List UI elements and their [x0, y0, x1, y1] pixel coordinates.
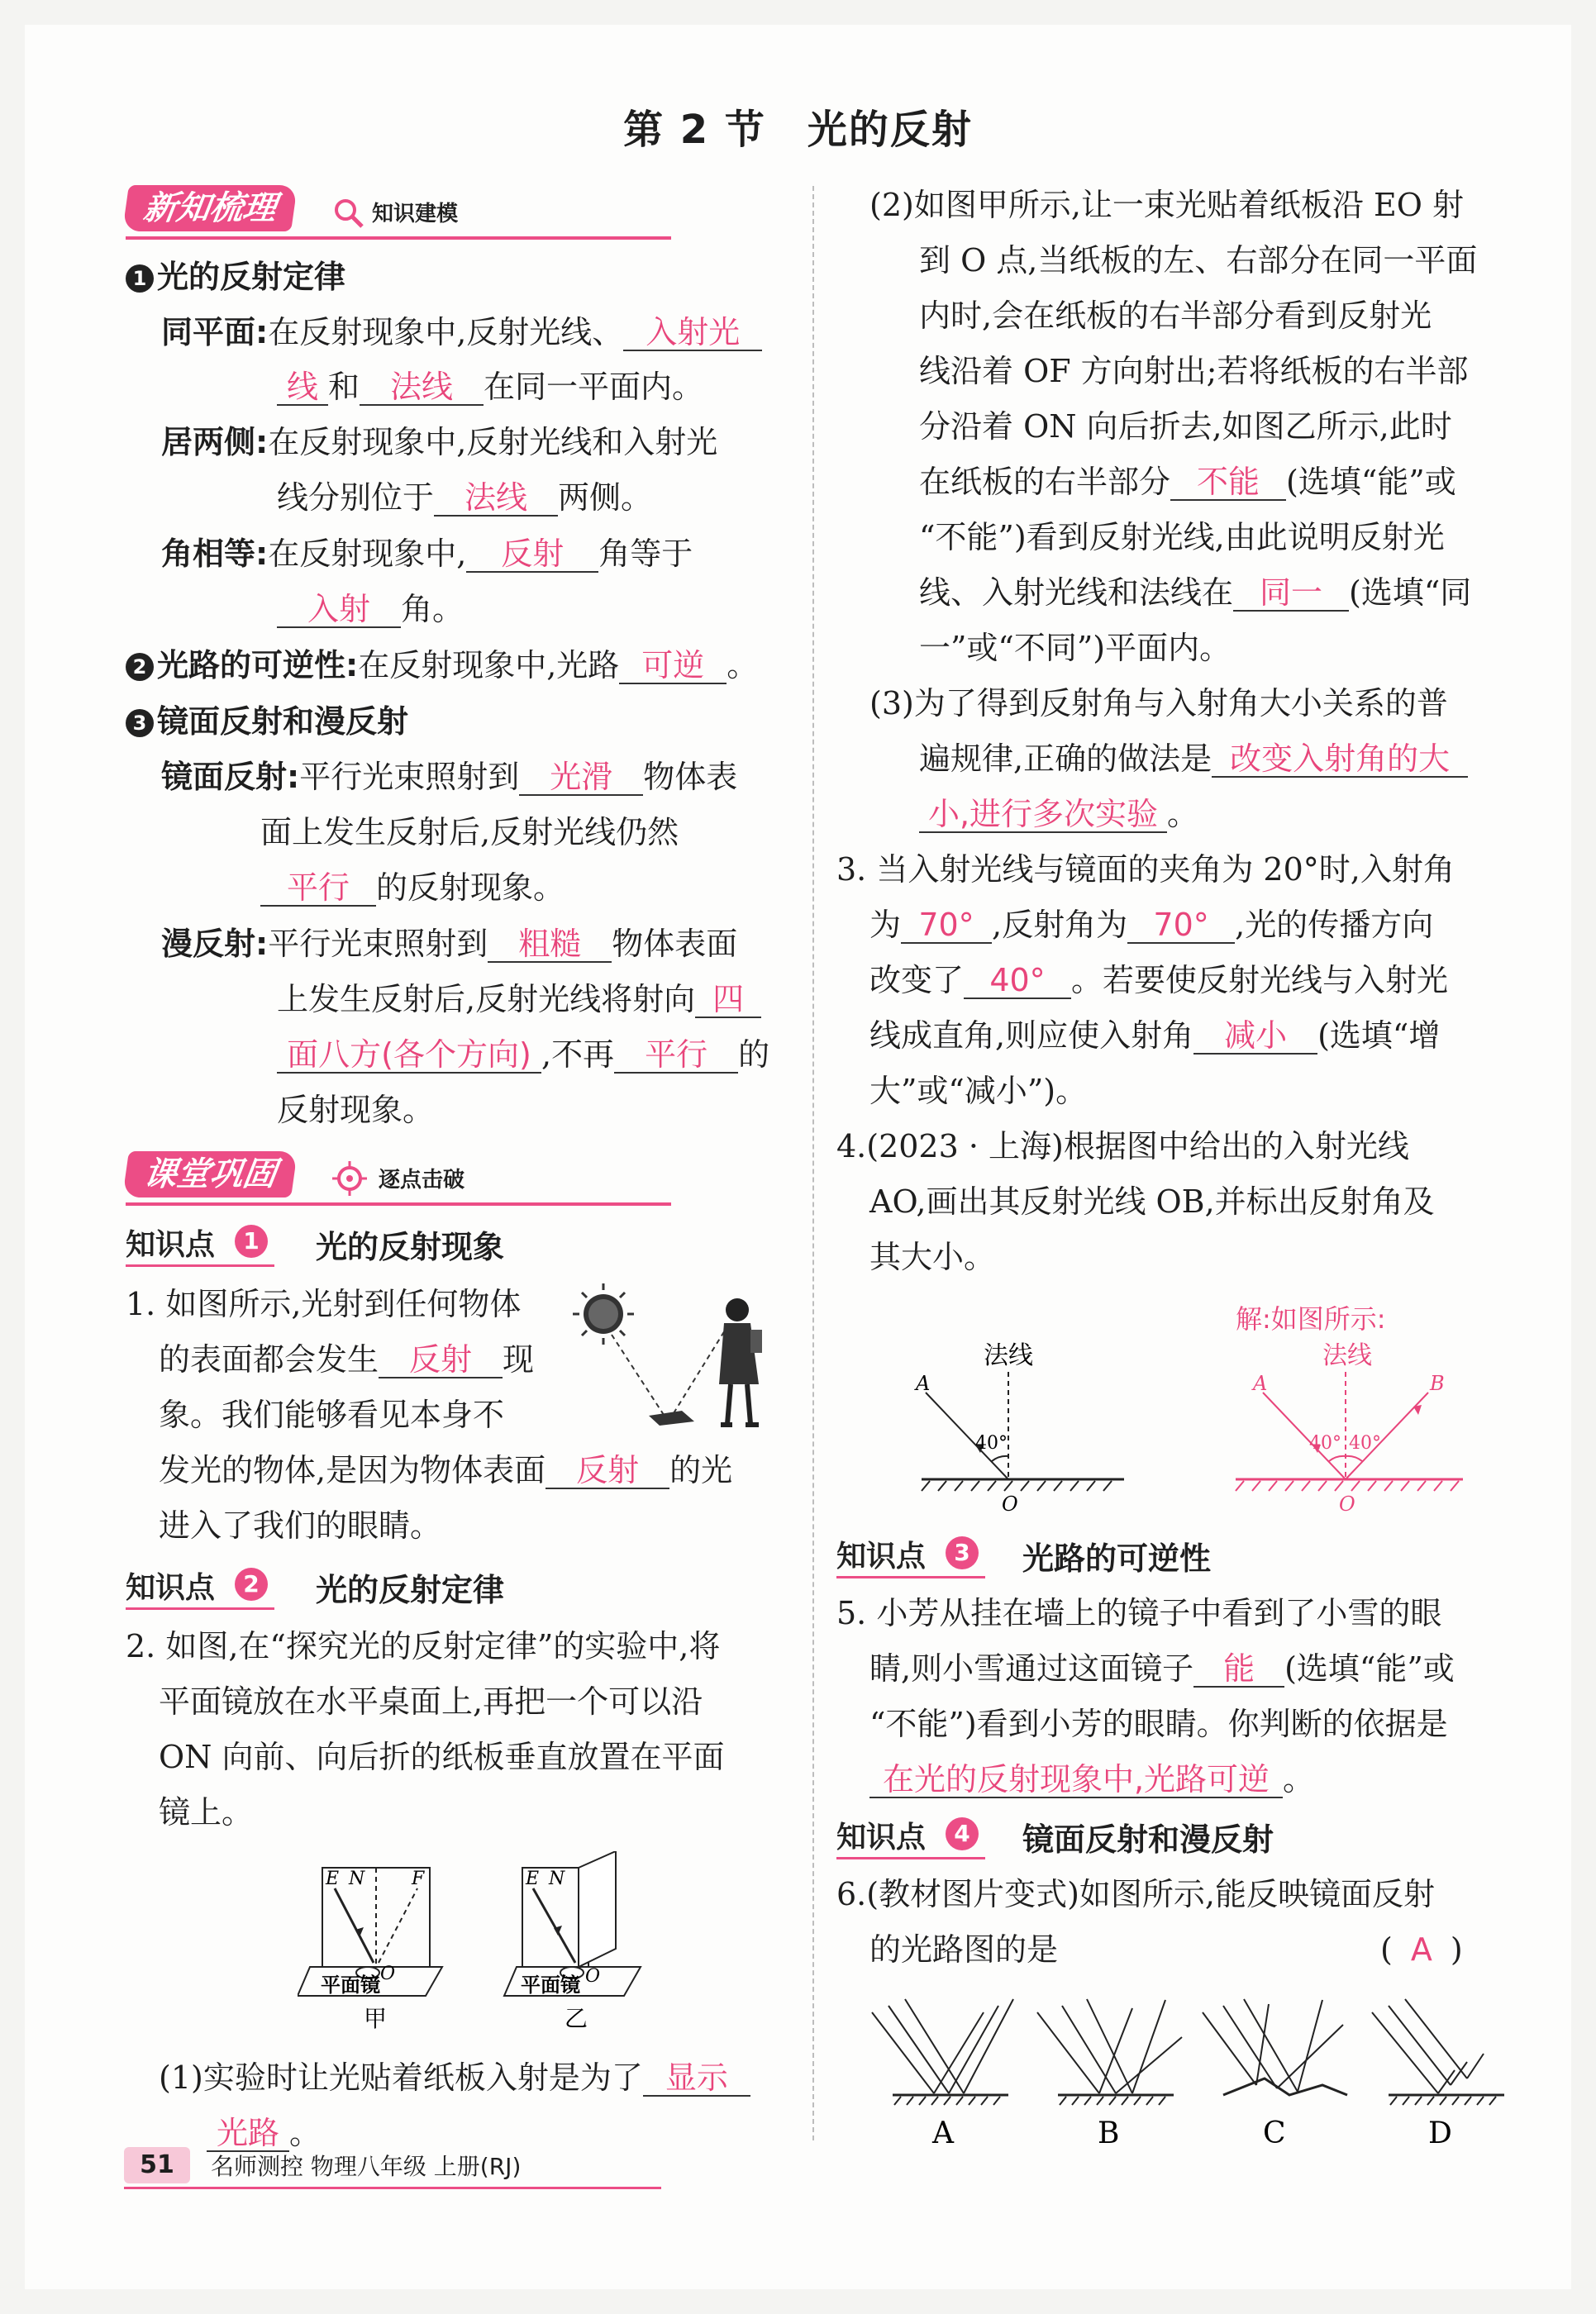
- two-sides-line1: 居两侧:在反射现象中,反射光线和入射光: [161, 424, 718, 460]
- q1-line2: 的表面都会发生 反射 现: [159, 1341, 535, 1378]
- answer-blank: 减小: [1193, 1018, 1317, 1055]
- q2-sub2-line5: 分沿着 ON 向后折去,如图乙所示,此时: [919, 408, 1452, 445]
- q4-solution-label: 解:如图所示:: [1236, 1303, 1386, 1335]
- svg-text:N: N: [549, 1869, 565, 1889]
- q6-line1: 6.(教材图片变式)如图所示,能反映镜面反射: [836, 1876, 1435, 1912]
- q2-line1: 2. 如图,在“探究光的反射定律”的实验中,将: [126, 1628, 721, 1664]
- answer-blank: 入射光: [623, 315, 762, 351]
- q5-line2: 睛,则小雪通过这面镜子 能 (选填“能”或: [869, 1650, 1455, 1687]
- q2-figures: [298, 1851, 793, 2033]
- q2-line4: 镜上。: [159, 1794, 254, 1831]
- knowledge-point-4: 知识点 4 镜面反射和漫反射: [836, 1814, 1332, 1860]
- q2-sub1-line2: 光路 。: [207, 2108, 321, 2158]
- q1-illustration: [562, 1277, 793, 1442]
- q4-line1: 4.(2023 · 上海)根据图中给出的入射光线: [836, 1128, 1409, 1164]
- q2-sub2-line6: 在纸板的右半部分 不能 (选填“能”或: [919, 464, 1456, 500]
- banner-sub: 知识建模: [372, 202, 459, 226]
- q2-sub3-line2: 遍规律,正确的做法是 改变入射角的大: [919, 734, 1468, 783]
- answer-blank: 法线: [434, 480, 558, 517]
- svg-text:O: O: [585, 1966, 601, 1987]
- option-label: A: [932, 2116, 954, 2150]
- q3-line2: 为 70° ,反射角为 70° ,光的传播方向: [869, 907, 1434, 943]
- magnifier-icon: [332, 197, 365, 230]
- q5-line3: “不能”)看到小芳的眼睛。你判断的依据是: [869, 1706, 1448, 1742]
- answer-blank: 70°: [1127, 907, 1235, 944]
- svg-text:O: O: [1002, 1493, 1018, 1516]
- q2-line2: 平面镜放在水平桌面上,再把一个可以沿: [159, 1683, 703, 1720]
- answer-blank: 40°: [964, 963, 1071, 999]
- answer-blank: 粗糙: [488, 926, 612, 963]
- q2-sub2-line9: 一”或“不同”)平面内。: [919, 630, 1232, 666]
- option-label: B: [1098, 2116, 1120, 2150]
- figure-yi: [504, 1851, 641, 2032]
- q2-sub2-line3: 内时,会在纸板的右半部分看到反射光: [919, 298, 1432, 334]
- svg-text:E: E: [326, 1869, 340, 1889]
- svg-text:B: B: [1430, 1372, 1445, 1395]
- svg-text:甲: 甲: [364, 2005, 388, 2032]
- q1-line5: 进入了我们的眼睛。: [159, 1507, 442, 1544]
- q1-line4: 发光的物体,是因为物体表面 反射 的光: [159, 1452, 733, 1488]
- q2-sub2-line4: 线沿着 OF 方向射出;若将纸板的右半部: [919, 353, 1469, 389]
- answer-blank: 平行: [614, 1037, 738, 1074]
- svg-text:40°: 40°: [1309, 1433, 1341, 1454]
- q6-answer: A: [1410, 1931, 1432, 1968]
- q1-line3: 象。我们能够看见本身不: [159, 1397, 505, 1433]
- svg-text:40°: 40°: [975, 1433, 1008, 1454]
- target-icon: [332, 1161, 367, 1196]
- q6-line2: 的光路图的是: [869, 1931, 1059, 1968]
- two-sides-line2: 线分别位于 法线 两侧。: [277, 479, 653, 516]
- option-d-diagram: [1372, 1999, 1504, 2105]
- q2-sub3-line3: 小,进行多次实验 。: [919, 789, 1198, 839]
- q2-sub2-line2: 到 O 点,当纸板的左、右部分在同一平面: [919, 242, 1478, 279]
- sec1-heading-3: 3 镜面反射和漫反射: [126, 697, 408, 746]
- angles-line2: 入射 角。: [277, 584, 464, 634]
- answer-blank: 不能: [1170, 464, 1286, 501]
- diffuse-line4: 反射现象。: [277, 1092, 435, 1128]
- same-plane-line1: 同平面:在反射现象中,反射光线、 入射光: [161, 307, 762, 357]
- q5-line4: 在光的反射现象中,光路可逆 。: [869, 1755, 1314, 1804]
- sec1-heading-2: 2 光路的可逆性:在反射现象中,光路 可逆 。: [126, 640, 758, 690]
- page-number: 51: [124, 2147, 190, 2183]
- q3-line4: 线成直角,则应使入射角 减小 (选填“增: [869, 1017, 1441, 1054]
- banner-tag: 新知梳理: [122, 185, 298, 231]
- sun-icon: [573, 1283, 634, 1345]
- svg-text:平面镜: 平面镜: [521, 1973, 580, 1997]
- specular-line3: 平行 的反射现象。: [260, 863, 565, 912]
- svg-text:法线: 法线: [1322, 1341, 1372, 1370]
- banner-tag: 课堂巩固: [122, 1151, 298, 1197]
- book-icon: [649, 1411, 694, 1426]
- svg-text:F: F: [412, 1869, 425, 1889]
- q1-line1: 1. 如图所示,光射到任何物体: [126, 1286, 522, 1322]
- q3-line3: 改变了 40° 。若要使反射光线与入射光: [869, 962, 1449, 998]
- svg-text:E: E: [526, 1869, 540, 1889]
- diffuse-line3: 面八方(各个方向) ,不再 平行 的: [277, 1030, 769, 1079]
- knowledge-point-2: 知识点 2 光的反射定律: [126, 1564, 539, 1611]
- knowledge-point-3: 知识点 3 光路的可逆性: [836, 1533, 1299, 1579]
- answer-blank: 反射: [379, 1342, 503, 1378]
- q2-sub2-line1: (2)如图甲所示,让一束光贴着纸板沿 EO 射: [869, 187, 1464, 223]
- answer-blank: 可逆: [619, 648, 727, 684]
- answer-blank: 显示: [643, 2060, 750, 2097]
- answer-blank: 光路: [207, 2116, 289, 2152]
- answer-blank: 光滑: [519, 759, 643, 796]
- svg-text:A: A: [1253, 1372, 1268, 1395]
- svg-text:N: N: [349, 1869, 365, 1889]
- q5-line1: 5. 小芳从挂在墙上的镜子中看到了小雪的眼: [836, 1595, 1442, 1631]
- answer-blank: 在光的反射现象中,光路可逆: [869, 1762, 1283, 1798]
- q4-line3: 其大小。: [869, 1239, 996, 1275]
- q4-solution-figure: [1236, 1341, 1463, 1516]
- figure-jia: [298, 1868, 442, 2032]
- answer-blank: 能: [1193, 1651, 1284, 1688]
- answer-blank: 反射: [545, 1453, 669, 1489]
- svg-text:乙: 乙: [565, 2005, 588, 2032]
- footer-text: 名师测控 物理八年级 上册(RJ): [211, 2153, 522, 2180]
- q2-line3: ON 向前、向后折的纸板垂直放置在平面: [159, 1739, 725, 1775]
- answer-blank: 反射: [466, 536, 598, 573]
- answer-blank: 70°: [901, 907, 992, 944]
- banner-sub: 逐点击破: [379, 1168, 465, 1193]
- specular-line2: 面上发生反射后,反射光线仍然: [260, 814, 679, 850]
- answer-blank: 小,进行多次实验: [919, 797, 1167, 833]
- q6-options: [860, 1988, 1521, 2153]
- svg-text:平面镜: 平面镜: [321, 1973, 380, 1997]
- q2-sub2-line8: 线、入射光线和法线在 同一 (选填“同: [919, 574, 1472, 611]
- answer-blank: 四: [695, 982, 761, 1018]
- page-title: 第 2 节 光的反射: [623, 107, 973, 153]
- banner-new-knowledge: [126, 185, 671, 238]
- option-label: D: [1428, 2116, 1452, 2150]
- q4-given-figure: [914, 1341, 1124, 1516]
- q2-sub2-line7: “不能”)看到反射光线,由此说明反射光: [919, 519, 1445, 555]
- sec1-heading-1: 1 光的反射定律: [126, 252, 345, 302]
- angles-line1: 角相等:在反射现象中, 反射 角等于: [161, 536, 693, 572]
- q4-figures: [893, 1331, 1496, 1521]
- svg-text:40°: 40°: [1349, 1433, 1381, 1454]
- answer-blank: 平行: [260, 870, 376, 907]
- knowledge-point-1: 知识点 1 光的反射现象: [126, 1221, 539, 1268]
- column-divider: [812, 186, 814, 2140]
- q4-line2: AO,画出其反射光线 OB,并标出反射角及: [869, 1183, 1435, 1220]
- diffuse-line1: 漫反射:平行光束照射到 粗糙 物体表面: [161, 926, 738, 962]
- same-plane-line2: 线 和 法线 在同一平面内。: [277, 362, 703, 412]
- option-c-diagram: [1203, 1999, 1347, 2095]
- svg-text:O: O: [1339, 1493, 1355, 1516]
- answer-blank: 线: [277, 369, 328, 406]
- answer-blank: 入射: [277, 592, 401, 628]
- banner-underline: [126, 236, 671, 240]
- answer-blank: 同一: [1233, 575, 1349, 612]
- q3-line5: 大”或“减小”)。: [869, 1073, 1088, 1109]
- banner-classroom: [126, 1151, 671, 1204]
- girl-figure: [719, 1298, 762, 1427]
- diffuse-line2: 上发生反射后,反射光线将射向 四: [277, 974, 761, 1024]
- answer-blank: 面八方(各个方向): [277, 1037, 541, 1074]
- q3-line1: 3. 当入射光线与镜面的夹角为 20°时,入射角: [836, 851, 1455, 888]
- q2-sub3-line1: (3)为了得到反射角与入射角大小关系的普: [869, 685, 1448, 721]
- answer-blank: 改变入射角的大: [1212, 741, 1468, 778]
- svg-text:O: O: [380, 1964, 396, 1984]
- specular-line1: 镜面反射:平行光束照射到 光滑 物体表: [161, 759, 738, 795]
- footer-underline: [124, 2187, 661, 2189]
- q6-answer-bracket: ( A ): [1380, 1925, 1463, 1974]
- svg-text:法线: 法线: [984, 1341, 1033, 1370]
- option-label: C: [1263, 2116, 1286, 2150]
- answer-blank: 法线: [360, 369, 484, 406]
- option-b-diagram: [1037, 1999, 1182, 2105]
- banner-underline: [126, 1202, 671, 1206]
- q2-sub1-line1: (1)实验时让光贴着纸板入射是为了 显示: [159, 2053, 750, 2102]
- option-a-diagram: [872, 1999, 1013, 2105]
- svg-text:A: A: [916, 1372, 931, 1395]
